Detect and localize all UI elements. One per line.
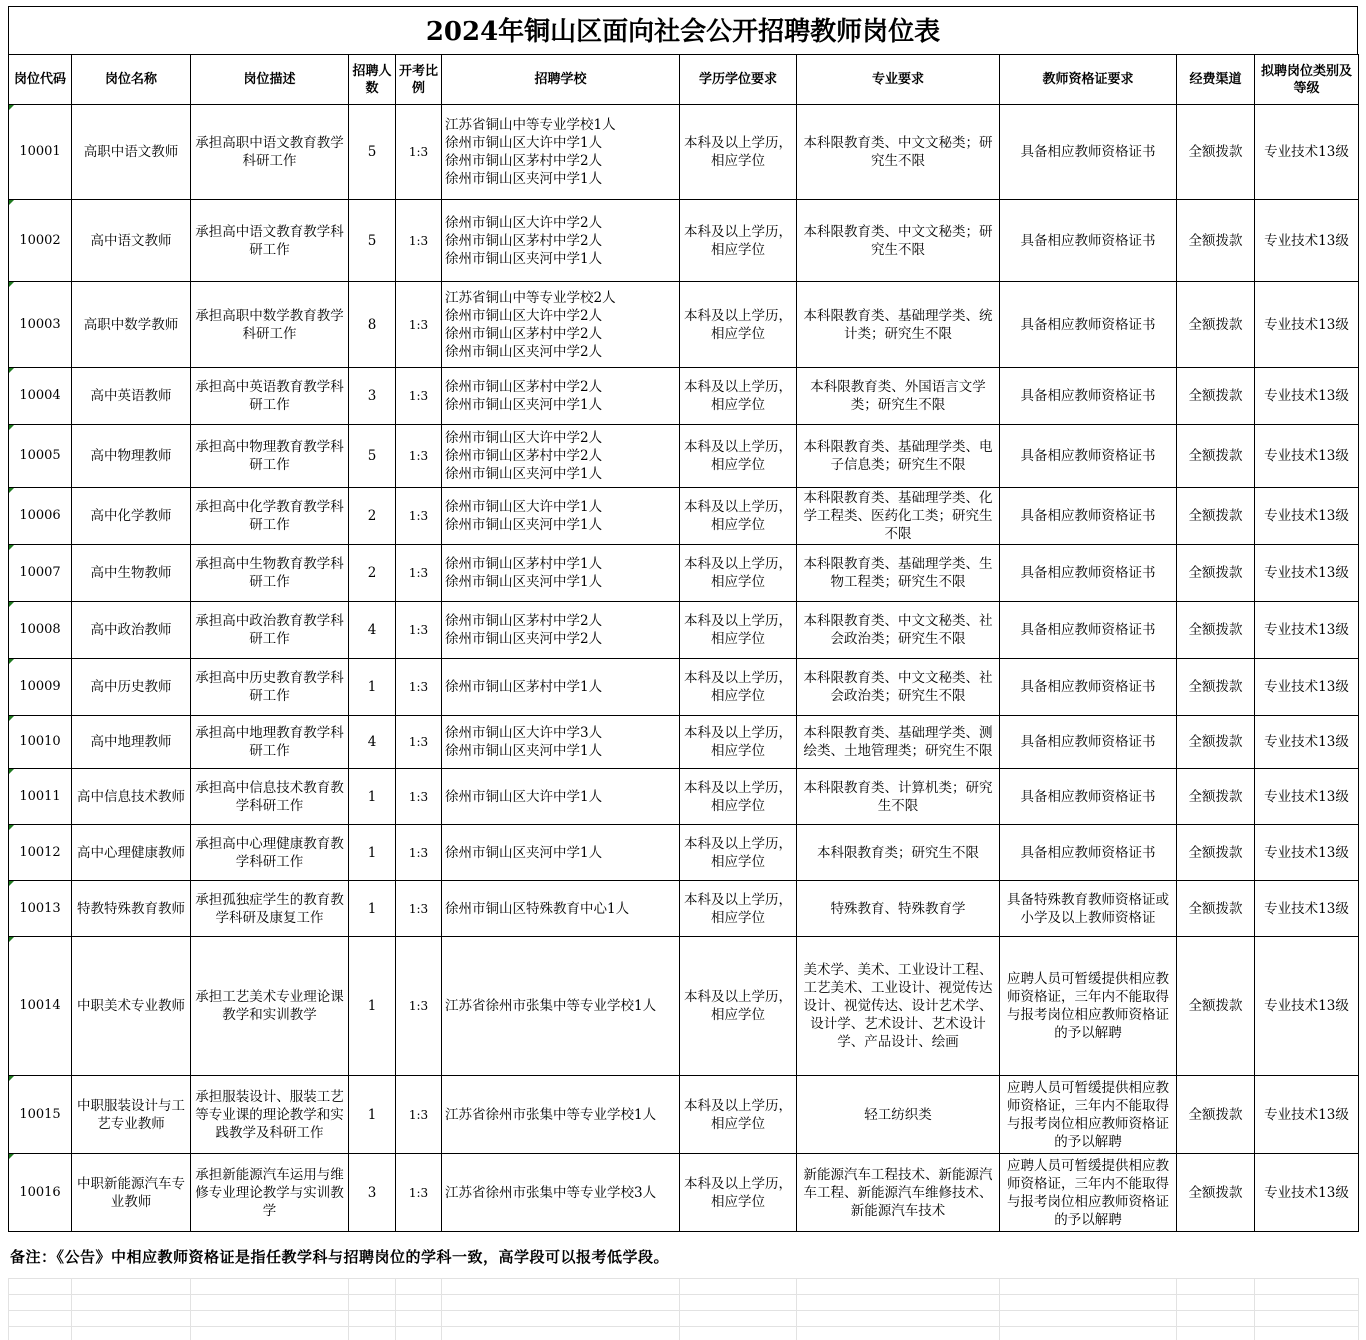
- cell-certificate: 应聘人员可暂缓提供相应教师资格证，三年内不能取得与报考岗位相应教师资格证的予以解聘: [1000, 1076, 1177, 1154]
- cell-funding: 全额拨款: [1177, 282, 1255, 368]
- cell-education: 本科及以上学历，相应学位: [680, 602, 797, 659]
- table-row: [9, 769, 1359, 825]
- cell-exam-ratio: 1:3: [396, 105, 442, 200]
- cell-exam-ratio: 1:3: [396, 716, 442, 769]
- cell-funding: 全额拨款: [1177, 602, 1255, 659]
- cell-major: 本科限教育类、基础理学类、生物工程类；研究生不限: [797, 545, 1000, 602]
- cell-level: 专业技术13级: [1255, 769, 1359, 825]
- school-line: 徐州市铜山区茅村中学1人: [445, 679, 603, 695]
- cell-level: 专业技术13级: [1255, 105, 1359, 200]
- school-line: 徐州市铜山区夹河中学1人: [445, 171, 603, 187]
- school-line: 江苏省铜山中等专业学校1人: [445, 117, 616, 133]
- school-line: 徐州市铜山区茅村中学1人: [445, 556, 603, 572]
- cell-major: 本科限教育类、基础理学类、化学工程类、医药化工类；研究生不限: [797, 488, 1000, 545]
- cell-education: 本科及以上学历，相应学位: [680, 1076, 797, 1154]
- cell-major: 本科限教育类、基础理学类、电子信息类；研究生不限: [797, 425, 1000, 488]
- cell-position-code: 10013: [9, 881, 72, 937]
- cell-position-description: 承担高中心理健康教育教学科研工作: [191, 825, 349, 881]
- school-line: 徐州市铜山区夹河中学2人: [445, 343, 603, 360]
- header-desc: 岗位描述: [191, 55, 349, 105]
- cell-recruit-count: 2: [349, 488, 396, 545]
- school-line: 徐州市铜山区大许中学3人: [445, 725, 603, 741]
- table-row: [9, 881, 1359, 937]
- cell-exam-ratio: 1:3: [396, 659, 442, 716]
- table-row: [9, 659, 1359, 716]
- school-line: 江苏省徐州市张集中等专业学校1人: [445, 1106, 657, 1123]
- cell-recruit-count: 8: [349, 282, 396, 368]
- header-name: 岗位名称: [72, 55, 191, 105]
- cell-position-code: 10012: [9, 825, 72, 881]
- cell-certificate: 具备特殊教育教师资格证或小学及以上教师资格证: [1000, 881, 1177, 937]
- cell-position-code: 10008: [9, 602, 72, 659]
- school-line: 江苏省铜山中等专业学校2人: [445, 289, 616, 306]
- cell-position-name: 中职美术专业教师: [72, 937, 191, 1076]
- cell-major: 美术学、美术、工业设计工程、工艺美术、工业设计、视觉传达设计、视觉传达、设计艺术学、设计学、艺术设计、艺术设计学、产品设计、绘画: [797, 937, 1000, 1076]
- header-schools: 招聘学校: [442, 55, 680, 105]
- cell-major: 本科限教育类、基础理学类、统计类；研究生不限: [797, 282, 1000, 368]
- cell-schools: [442, 659, 680, 716]
- school-line: 江苏省徐州市张集中等专业学校1人: [445, 998, 657, 1014]
- cell-recruit-count: 1: [349, 659, 396, 716]
- cell-major: 本科限教育类、中文文秘类、社会政治类；研究生不限: [797, 659, 1000, 716]
- cell-position-name: 高中化学教师: [72, 488, 191, 545]
- cell-recruit-count: 4: [349, 716, 396, 769]
- cell-certificate: 具备相应教师资格证书: [1000, 659, 1177, 716]
- cell-certificate: 具备相应教师资格证书: [1000, 105, 1177, 200]
- cell-position-name: 高职中语文教师: [72, 105, 191, 200]
- cell-education: 本科及以上学历，相应学位: [680, 282, 797, 368]
- gridline: [8, 1326, 1358, 1327]
- gridline: [1358, 1278, 1359, 1340]
- cell-schools: [442, 488, 680, 545]
- header-row: [9, 55, 1359, 105]
- school-line: 江苏省徐州市张集中等专业学校3人: [445, 1184, 657, 1201]
- cell-position-name: 高中信息技术教师: [72, 769, 191, 825]
- cell-major: 本科限教育类；研究生不限: [797, 825, 1000, 881]
- cell-recruit-count: 2: [349, 545, 396, 602]
- cell-exam-ratio: 1:3: [396, 488, 442, 545]
- cell-major: 特殊教育、特殊教育学: [797, 881, 1000, 937]
- cell-funding: 全额拨款: [1177, 716, 1255, 769]
- cell-position-code: 10010: [9, 716, 72, 769]
- cell-major: 本科限教育类、中文文秘类；研究生不限: [797, 105, 1000, 200]
- school-line: 徐州市铜山区特殊教育中心1人: [445, 900, 630, 917]
- gridline: [999, 1278, 1000, 1340]
- cell-education: 本科及以上学历，相应学位: [680, 659, 797, 716]
- cell-certificate: 具备相应教师资格证书: [1000, 368, 1177, 425]
- school-line: 徐州市铜山区夹河中学2人: [445, 631, 603, 647]
- header-code: 岗位代码: [9, 55, 72, 105]
- cell-position-code: 10004: [9, 368, 72, 425]
- cell-position-name: 高中语文教师: [72, 200, 191, 282]
- school-line: 徐州市铜山区茅村中学2人: [445, 153, 603, 169]
- cell-level: 专业技术13级: [1255, 1076, 1359, 1154]
- cell-funding: 全额拨款: [1177, 488, 1255, 545]
- table-row: [9, 282, 1359, 368]
- cell-education: 本科及以上学历，相应学位: [680, 937, 797, 1076]
- table-row: [9, 105, 1359, 200]
- gridline: [348, 1278, 349, 1340]
- school-line: 徐州市铜山区夹河中学1人: [445, 517, 603, 533]
- cell-position-description: 承担高职中语文教育教学科研工作: [191, 105, 349, 200]
- cell-level: 专业技术13级: [1255, 716, 1359, 769]
- cell-major: 本科限教育类、基础理学类、测绘类、土地管理类；研究生不限: [797, 716, 1000, 769]
- cell-recruit-count: 1: [349, 937, 396, 1076]
- gridline: [1176, 1278, 1177, 1340]
- table-row: [9, 425, 1359, 488]
- gridline: [395, 1278, 396, 1340]
- cell-position-description: 承担高中历史教育教学科研工作: [191, 659, 349, 716]
- header-certificate: 教师资格证要求: [1000, 55, 1177, 105]
- cell-position-code: 10009: [9, 659, 72, 716]
- cell-funding: 全额拨款: [1177, 937, 1255, 1076]
- cell-position-name: 高中历史教师: [72, 659, 191, 716]
- gridline: [796, 1278, 797, 1340]
- gridline: [679, 1278, 680, 1340]
- cell-education: 本科及以上学历，相应学位: [680, 488, 797, 545]
- cell-recruit-count: 1: [349, 1076, 396, 1154]
- school-line: 徐州市铜山区茅村中学2人: [445, 232, 603, 249]
- school-line: 徐州市铜山区茅村中学2人: [445, 379, 603, 395]
- gridline: [1254, 1278, 1255, 1340]
- cell-position-description: 承担高职中数学教育教学科研工作: [191, 282, 349, 368]
- cell-position-description: 承担高中地理教育教学科研工作: [191, 716, 349, 769]
- school-line: 徐州市铜山区大许中学2人: [445, 307, 603, 324]
- header-education: 学历学位要求: [680, 55, 797, 105]
- header-ratio: 开考比例: [396, 55, 442, 105]
- table-row: [9, 368, 1359, 425]
- cell-schools: [442, 1076, 680, 1154]
- cell-certificate: 具备相应教师资格证书: [1000, 545, 1177, 602]
- cell-exam-ratio: 1:3: [396, 368, 442, 425]
- cell-funding: 全额拨款: [1177, 659, 1255, 716]
- cell-level: 专业技术13级: [1255, 659, 1359, 716]
- school-line: 徐州市铜山区大许中学1人: [445, 135, 603, 151]
- cell-education: 本科及以上学历，相应学位: [680, 425, 797, 488]
- cell-schools: [442, 1154, 680, 1232]
- cell-education: 本科及以上学历，相应学位: [680, 825, 797, 881]
- cell-level: 专业技术13级: [1255, 488, 1359, 545]
- cell-exam-ratio: 1:3: [396, 825, 442, 881]
- school-line: 徐州市铜山区夹河中学1人: [445, 743, 603, 759]
- cell-level: 专业技术13级: [1255, 368, 1359, 425]
- cell-position-code: 10001: [9, 105, 72, 200]
- cell-funding: 全额拨款: [1177, 881, 1255, 937]
- cell-funding: 全额拨款: [1177, 545, 1255, 602]
- cell-level: 专业技术13级: [1255, 602, 1359, 659]
- document-title: 2024年铜山区面向社会公开招聘教师岗位表: [8, 6, 1358, 54]
- cell-exam-ratio: 1:3: [396, 937, 442, 1076]
- cell-position-name: 中职服装设计与工艺专业教师: [72, 1076, 191, 1154]
- school-line: 徐州市铜山区茅村中学2人: [445, 448, 603, 464]
- cell-position-name: 高中政治教师: [72, 602, 191, 659]
- table-row: [9, 602, 1359, 659]
- table-row: [9, 1076, 1359, 1154]
- cell-recruit-count: 3: [349, 1154, 396, 1232]
- cell-major: 本科限教育类、计算机类；研究生不限: [797, 769, 1000, 825]
- cell-certificate: 具备相应教师资格证书: [1000, 716, 1177, 769]
- cell-level: 专业技术13级: [1255, 825, 1359, 881]
- cell-position-description: 承担服装设计、服装工艺等专业课的理论教学和实践教学及科研工作: [191, 1076, 349, 1154]
- school-line: 徐州市铜山区夹河中学1人: [445, 397, 603, 413]
- gridline: [8, 1278, 1358, 1279]
- gridline: [441, 1278, 442, 1340]
- table-row: [9, 1154, 1359, 1232]
- cell-schools: [442, 425, 680, 488]
- school-line: 徐州市铜山区茅村中学2人: [445, 613, 603, 629]
- cell-position-description: 承担高中化学教育教学科研工作: [191, 488, 349, 545]
- cell-certificate: 具备相应教师资格证书: [1000, 488, 1177, 545]
- cell-funding: 全额拨款: [1177, 200, 1255, 282]
- cell-exam-ratio: 1:3: [396, 200, 442, 282]
- table-row: [9, 488, 1359, 545]
- header-funding: 经费渠道: [1177, 55, 1255, 105]
- table-row: [9, 545, 1359, 602]
- cell-level: 专业技术13级: [1255, 545, 1359, 602]
- cell-certificate: 具备相应教师资格证书: [1000, 200, 1177, 282]
- cell-position-description: 承担高中信息技术教育教学科研工作: [191, 769, 349, 825]
- cell-position-description: 承担高中生物教育教学科研工作: [191, 545, 349, 602]
- table-row: [9, 937, 1359, 1076]
- cell-position-description: 承担高中英语教育教学科研工作: [191, 368, 349, 425]
- cell-recruit-count: 3: [349, 368, 396, 425]
- cell-exam-ratio: 1:3: [396, 1154, 442, 1232]
- cell-funding: 全额拨款: [1177, 425, 1255, 488]
- cell-certificate: 具备相应教师资格证书: [1000, 602, 1177, 659]
- cell-schools: [442, 200, 680, 282]
- cell-funding: 全额拨款: [1177, 105, 1255, 200]
- cell-schools: [442, 716, 680, 769]
- school-line: 徐州市铜山区茅村中学2人: [445, 325, 603, 342]
- cell-level: 专业技术13级: [1255, 425, 1359, 488]
- cell-exam-ratio: 1:3: [396, 545, 442, 602]
- cell-schools: [442, 368, 680, 425]
- cell-exam-ratio: 1:3: [396, 1076, 442, 1154]
- cell-recruit-count: 5: [349, 105, 396, 200]
- recruitment-sheet: [8, 6, 1358, 1232]
- cell-position-description: 承担高中政治教育教学科研工作: [191, 602, 349, 659]
- cell-position-code: 10005: [9, 425, 72, 488]
- cell-position-name: 高中物理教师: [72, 425, 191, 488]
- cell-position-code: 10006: [9, 488, 72, 545]
- cell-level: 专业技术13级: [1255, 881, 1359, 937]
- cell-certificate: 具备相应教师资格证书: [1000, 282, 1177, 368]
- cell-position-name: 高中地理教师: [72, 716, 191, 769]
- positions-table: [8, 54, 1359, 1232]
- gridline: [8, 1310, 1358, 1311]
- cell-level: 专业技术13级: [1255, 200, 1359, 282]
- cell-education: 本科及以上学历，相应学位: [680, 716, 797, 769]
- cell-level: 专业技术13级: [1255, 1154, 1359, 1232]
- gridline: [8, 1278, 9, 1340]
- cell-major: 本科限教育类、中文文秘类、社会政治类；研究生不限: [797, 602, 1000, 659]
- cell-education: 本科及以上学历，相应学位: [680, 200, 797, 282]
- school-line: 徐州市铜山区大许中学1人: [445, 788, 603, 805]
- cell-position-name: 高职中数学教师: [72, 282, 191, 368]
- cell-education: 本科及以上学历，相应学位: [680, 368, 797, 425]
- cell-funding: 全额拨款: [1177, 1154, 1255, 1232]
- header-count: 招聘人数: [349, 55, 396, 105]
- school-line: 徐州市铜山区夹河中学1人: [445, 466, 603, 482]
- cell-schools: [442, 545, 680, 602]
- gridline: [71, 1278, 72, 1340]
- cell-schools: [442, 602, 680, 659]
- school-line: 徐州市铜山区大许中学1人: [445, 499, 603, 515]
- cell-level: 专业技术13级: [1255, 937, 1359, 1076]
- empty-sheet-gridlines: [8, 1278, 1358, 1340]
- school-line: 徐州市铜山区夹河中学1人: [445, 250, 603, 267]
- school-line: 徐州市铜山区大许中学2人: [445, 430, 603, 446]
- table-row: [9, 716, 1359, 769]
- cell-exam-ratio: 1:3: [396, 769, 442, 825]
- cell-certificate: 具备相应教师资格证书: [1000, 425, 1177, 488]
- table-body: [9, 105, 1359, 1232]
- cell-position-name: 特教特殊教育教师: [72, 881, 191, 937]
- cell-exam-ratio: 1:3: [396, 602, 442, 659]
- cell-position-code: 10007: [9, 545, 72, 602]
- cell-position-description: 承担高中语文教育教学科研工作: [191, 200, 349, 282]
- cell-position-name: 高中英语教师: [72, 368, 191, 425]
- cell-schools: [442, 105, 680, 200]
- cell-education: 本科及以上学历，相应学位: [680, 881, 797, 937]
- footnote: 备注：《公告》中相应教师资格证是指任教学科与招聘岗位的学科一致，高学段可以报考低学段。: [10, 1248, 670, 1266]
- cell-education: 本科及以上学历，相应学位: [680, 105, 797, 200]
- cell-major: 新能源汽车工程技术、新能源汽车工程、新能源汽车维修技术、新能源汽车技术: [797, 1154, 1000, 1232]
- cell-position-code: 10003: [9, 282, 72, 368]
- school-line: 徐州市铜山区夹河中学1人: [445, 574, 603, 590]
- cell-exam-ratio: 1:3: [396, 282, 442, 368]
- cell-major: 轻工纺织类: [797, 1076, 1000, 1154]
- cell-position-code: 10015: [9, 1076, 72, 1154]
- cell-recruit-count: 4: [349, 602, 396, 659]
- cell-position-name: 高中心理健康教师: [72, 825, 191, 881]
- cell-funding: 全额拨款: [1177, 825, 1255, 881]
- school-line: 徐州市铜山区大许中学2人: [445, 214, 603, 231]
- cell-position-name: 中职新能源汽车专业教师: [72, 1154, 191, 1232]
- cell-recruit-count: 1: [349, 769, 396, 825]
- cell-position-description: 承担工艺美术专业理论课教学和实训教学: [191, 937, 349, 1076]
- cell-funding: 全额拨款: [1177, 368, 1255, 425]
- cell-level: 专业技术13级: [1255, 282, 1359, 368]
- cell-position-description: 承担新能源汽车运用与维修专业理论教学与实训教学: [191, 1154, 349, 1232]
- cell-education: 本科及以上学历，相应学位: [680, 545, 797, 602]
- cell-recruit-count: 5: [349, 200, 396, 282]
- cell-certificate: 应聘人员可暂缓提供相应教师资格证，三年内不能取得与报考岗位相应教师资格证的予以解聘: [1000, 937, 1177, 1076]
- cell-position-name: 高中生物教师: [72, 545, 191, 602]
- cell-schools: [442, 282, 680, 368]
- header-major: 专业要求: [797, 55, 1000, 105]
- cell-schools: [442, 769, 680, 825]
- table-row: [9, 825, 1359, 881]
- cell-exam-ratio: 1:3: [396, 881, 442, 937]
- cell-position-description: 承担高中物理教育教学科研工作: [191, 425, 349, 488]
- cell-schools: [442, 881, 680, 937]
- table-row: [9, 200, 1359, 282]
- cell-major: 本科限教育类、中文文秘类；研究生不限: [797, 200, 1000, 282]
- gridline: [8, 1294, 1358, 1295]
- cell-funding: 全额拨款: [1177, 1076, 1255, 1154]
- school-line: 徐州市铜山区夹河中学1人: [445, 844, 603, 861]
- cell-certificate: 具备相应教师资格证书: [1000, 769, 1177, 825]
- cell-certificate: 具备相应教师资格证书: [1000, 825, 1177, 881]
- cell-recruit-count: 5: [349, 425, 396, 488]
- cell-recruit-count: 1: [349, 881, 396, 937]
- cell-certificate: 应聘人员可暂缓提供相应教师资格证，三年内不能取得与报考岗位相应教师资格证的予以解聘: [1000, 1154, 1177, 1232]
- gridline: [190, 1278, 191, 1340]
- cell-schools: [442, 937, 680, 1076]
- cell-exam-ratio: 1:3: [396, 425, 442, 488]
- cell-recruit-count: 1: [349, 825, 396, 881]
- cell-major: 本科限教育类、外国语言文学类；研究生不限: [797, 368, 1000, 425]
- cell-position-code: 10014: [9, 937, 72, 1076]
- cell-position-code: 10016: [9, 1154, 72, 1232]
- cell-education: 本科及以上学历，相应学位: [680, 1154, 797, 1232]
- cell-funding: 全额拨款: [1177, 769, 1255, 825]
- cell-position-code: 10011: [9, 769, 72, 825]
- cell-education: 本科及以上学历，相应学位: [680, 769, 797, 825]
- header-level: 拟聘岗位类别及等级: [1255, 55, 1359, 105]
- cell-position-description: 承担孤独症学生的教育教学科研及康复工作: [191, 881, 349, 937]
- cell-schools: [442, 825, 680, 881]
- cell-position-code: 10002: [9, 200, 72, 282]
